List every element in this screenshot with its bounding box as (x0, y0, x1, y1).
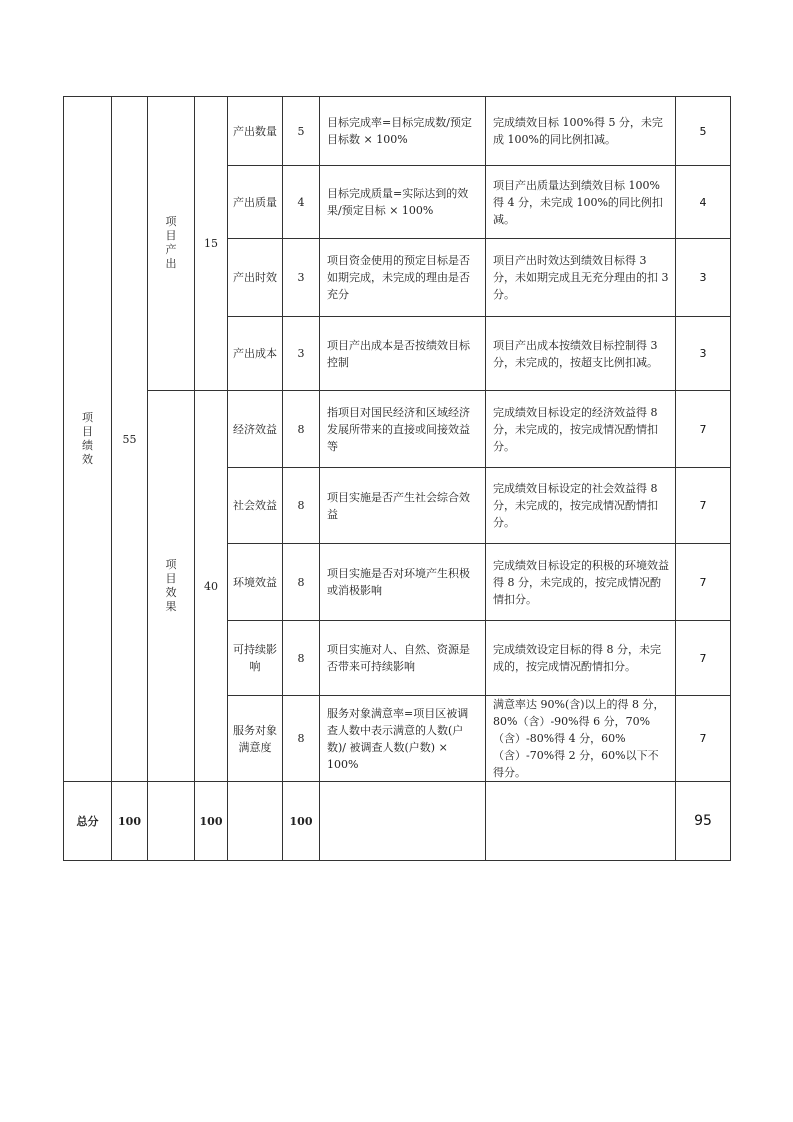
indicator-standard: 项目资金使用的预定目标是否如期完成，未完成的理由是否充分 (320, 239, 486, 317)
scoring-rule: 完成绩效目标设定的积极的环境效益得 8 分，未完成的，按完成情况酌情扣分。 (486, 544, 676, 621)
total-indicator-weight: 100 (283, 782, 320, 861)
indicator-weight: 8 (283, 391, 320, 468)
scoring-rule: 完成绩效目标 100%得 5 分，未完成 100%的同比例扣减。 (486, 97, 676, 166)
total-score: 95 (676, 782, 731, 861)
indicator-weight: 4 (283, 166, 320, 239)
level2-weight: 40 (195, 391, 228, 782)
indicator-weight: 8 (283, 696, 320, 782)
indicator-weight: 8 (283, 621, 320, 696)
level2-indicator-name: 项目产出 (165, 215, 177, 270)
level1-indicator-name: 项目绩效 (82, 410, 93, 466)
score-value: 7 (676, 391, 731, 468)
performance-score-table (63, 96, 731, 861)
indicator-name: 环境效益 (228, 544, 283, 621)
indicator-name: 产出成本 (228, 317, 283, 391)
indicator-name: 产出质量 (228, 166, 283, 239)
indicator-standard: 项目实施是否产生社会综合效益 (320, 468, 486, 544)
scoring-rule: 项目产出成本按绩效目标控制得 3分，未完成的，按超支比例扣减。 (486, 317, 676, 391)
score-value: 7 (676, 468, 731, 544)
table-row (64, 97, 731, 166)
level1-weight: 55 (112, 97, 148, 782)
indicator-name: 社会效益 (228, 468, 283, 544)
indicator-standard: 指项目对国民经济和区域经济发展所带来的直接或间接效益等 (320, 391, 486, 468)
score-value: 7 (676, 696, 731, 782)
indicator-weight: 8 (283, 544, 320, 621)
indicator-weight: 8 (283, 468, 320, 544)
indicator-name: 产出数量 (228, 97, 283, 166)
scoring-rule: 项目产出质量达到绩效目标 100%得 4 分，未完成 100%的同比例扣减。 (486, 166, 676, 239)
scoring-rule: 项目产出时效达到绩效目标得 3 分，未如期完成且无充分理由的扣 3分。 (486, 239, 676, 317)
empty-cell (228, 782, 283, 861)
score-value: 4 (676, 166, 731, 239)
score-value: 3 (676, 317, 731, 391)
score-value: 7 (676, 544, 731, 621)
scoring-rule: 满意率达 90%(含)以上的得 8 分，80%（含）-90%得 6 分，70%（含）-80%得 4 分，60%（含）-70%得 2 分，60%以下不得分。 (486, 696, 676, 782)
total-level1-weight: 100 (112, 782, 148, 861)
score-value: 7 (676, 621, 731, 696)
level2-weight: 15 (195, 97, 228, 391)
total-label: 总分 (64, 782, 112, 861)
level2-indicator-cell (148, 391, 195, 782)
indicator-weight: 5 (283, 97, 320, 166)
indicator-weight: 3 (283, 317, 320, 391)
empty-cell (148, 782, 195, 861)
empty-cell (486, 782, 676, 861)
table-row (64, 391, 731, 468)
indicator-standard: 目标完成率=目标完成数/预定目标数 × 100% (320, 97, 486, 166)
total-row (64, 782, 731, 861)
level2-indicator-cell (148, 97, 195, 391)
indicator-standard: 项目实施对人、自然、资源是否带来可持续影响 (320, 621, 486, 696)
level1-indicator-cell (64, 97, 112, 782)
indicator-name: 可持续影响 (228, 621, 283, 696)
indicator-standard: 项目产出成本是否按绩效目标控制 (320, 317, 486, 391)
scoring-rule: 完成绩效目标设定的社会效益得 8 分，未完成的，按完成情况酌情扣分。 (486, 468, 676, 544)
score-value: 5 (676, 97, 731, 166)
score-value: 3 (676, 239, 731, 317)
level2-indicator-name: 项目效果 (165, 557, 177, 613)
indicator-name: 产出时效 (228, 239, 283, 317)
scoring-rule: 完成绩效设定目标的得 8 分，未完成的，按完成情况酌情扣分。 (486, 621, 676, 696)
indicator-name: 经济效益 (228, 391, 283, 468)
scoring-rule: 完成绩效目标设定的经济效益得 8 分，未完成的，按完成情况酌情扣分。 (486, 391, 676, 468)
indicator-standard: 项目实施是否对环境产生积极或消极影响 (320, 544, 486, 621)
indicator-weight: 3 (283, 239, 320, 317)
total-level2-weight: 100 (195, 782, 228, 861)
indicator-standard: 服务对象满意率=项目区被调查人数中表示满意的人数(户数)/ 被调查人数(户数) × 100% (320, 696, 486, 782)
empty-cell (320, 782, 486, 861)
indicator-name: 服务对象满意度 (228, 696, 283, 782)
indicator-standard: 目标完成质量=实际达到的效果/预定目标 × 100% (320, 166, 486, 239)
